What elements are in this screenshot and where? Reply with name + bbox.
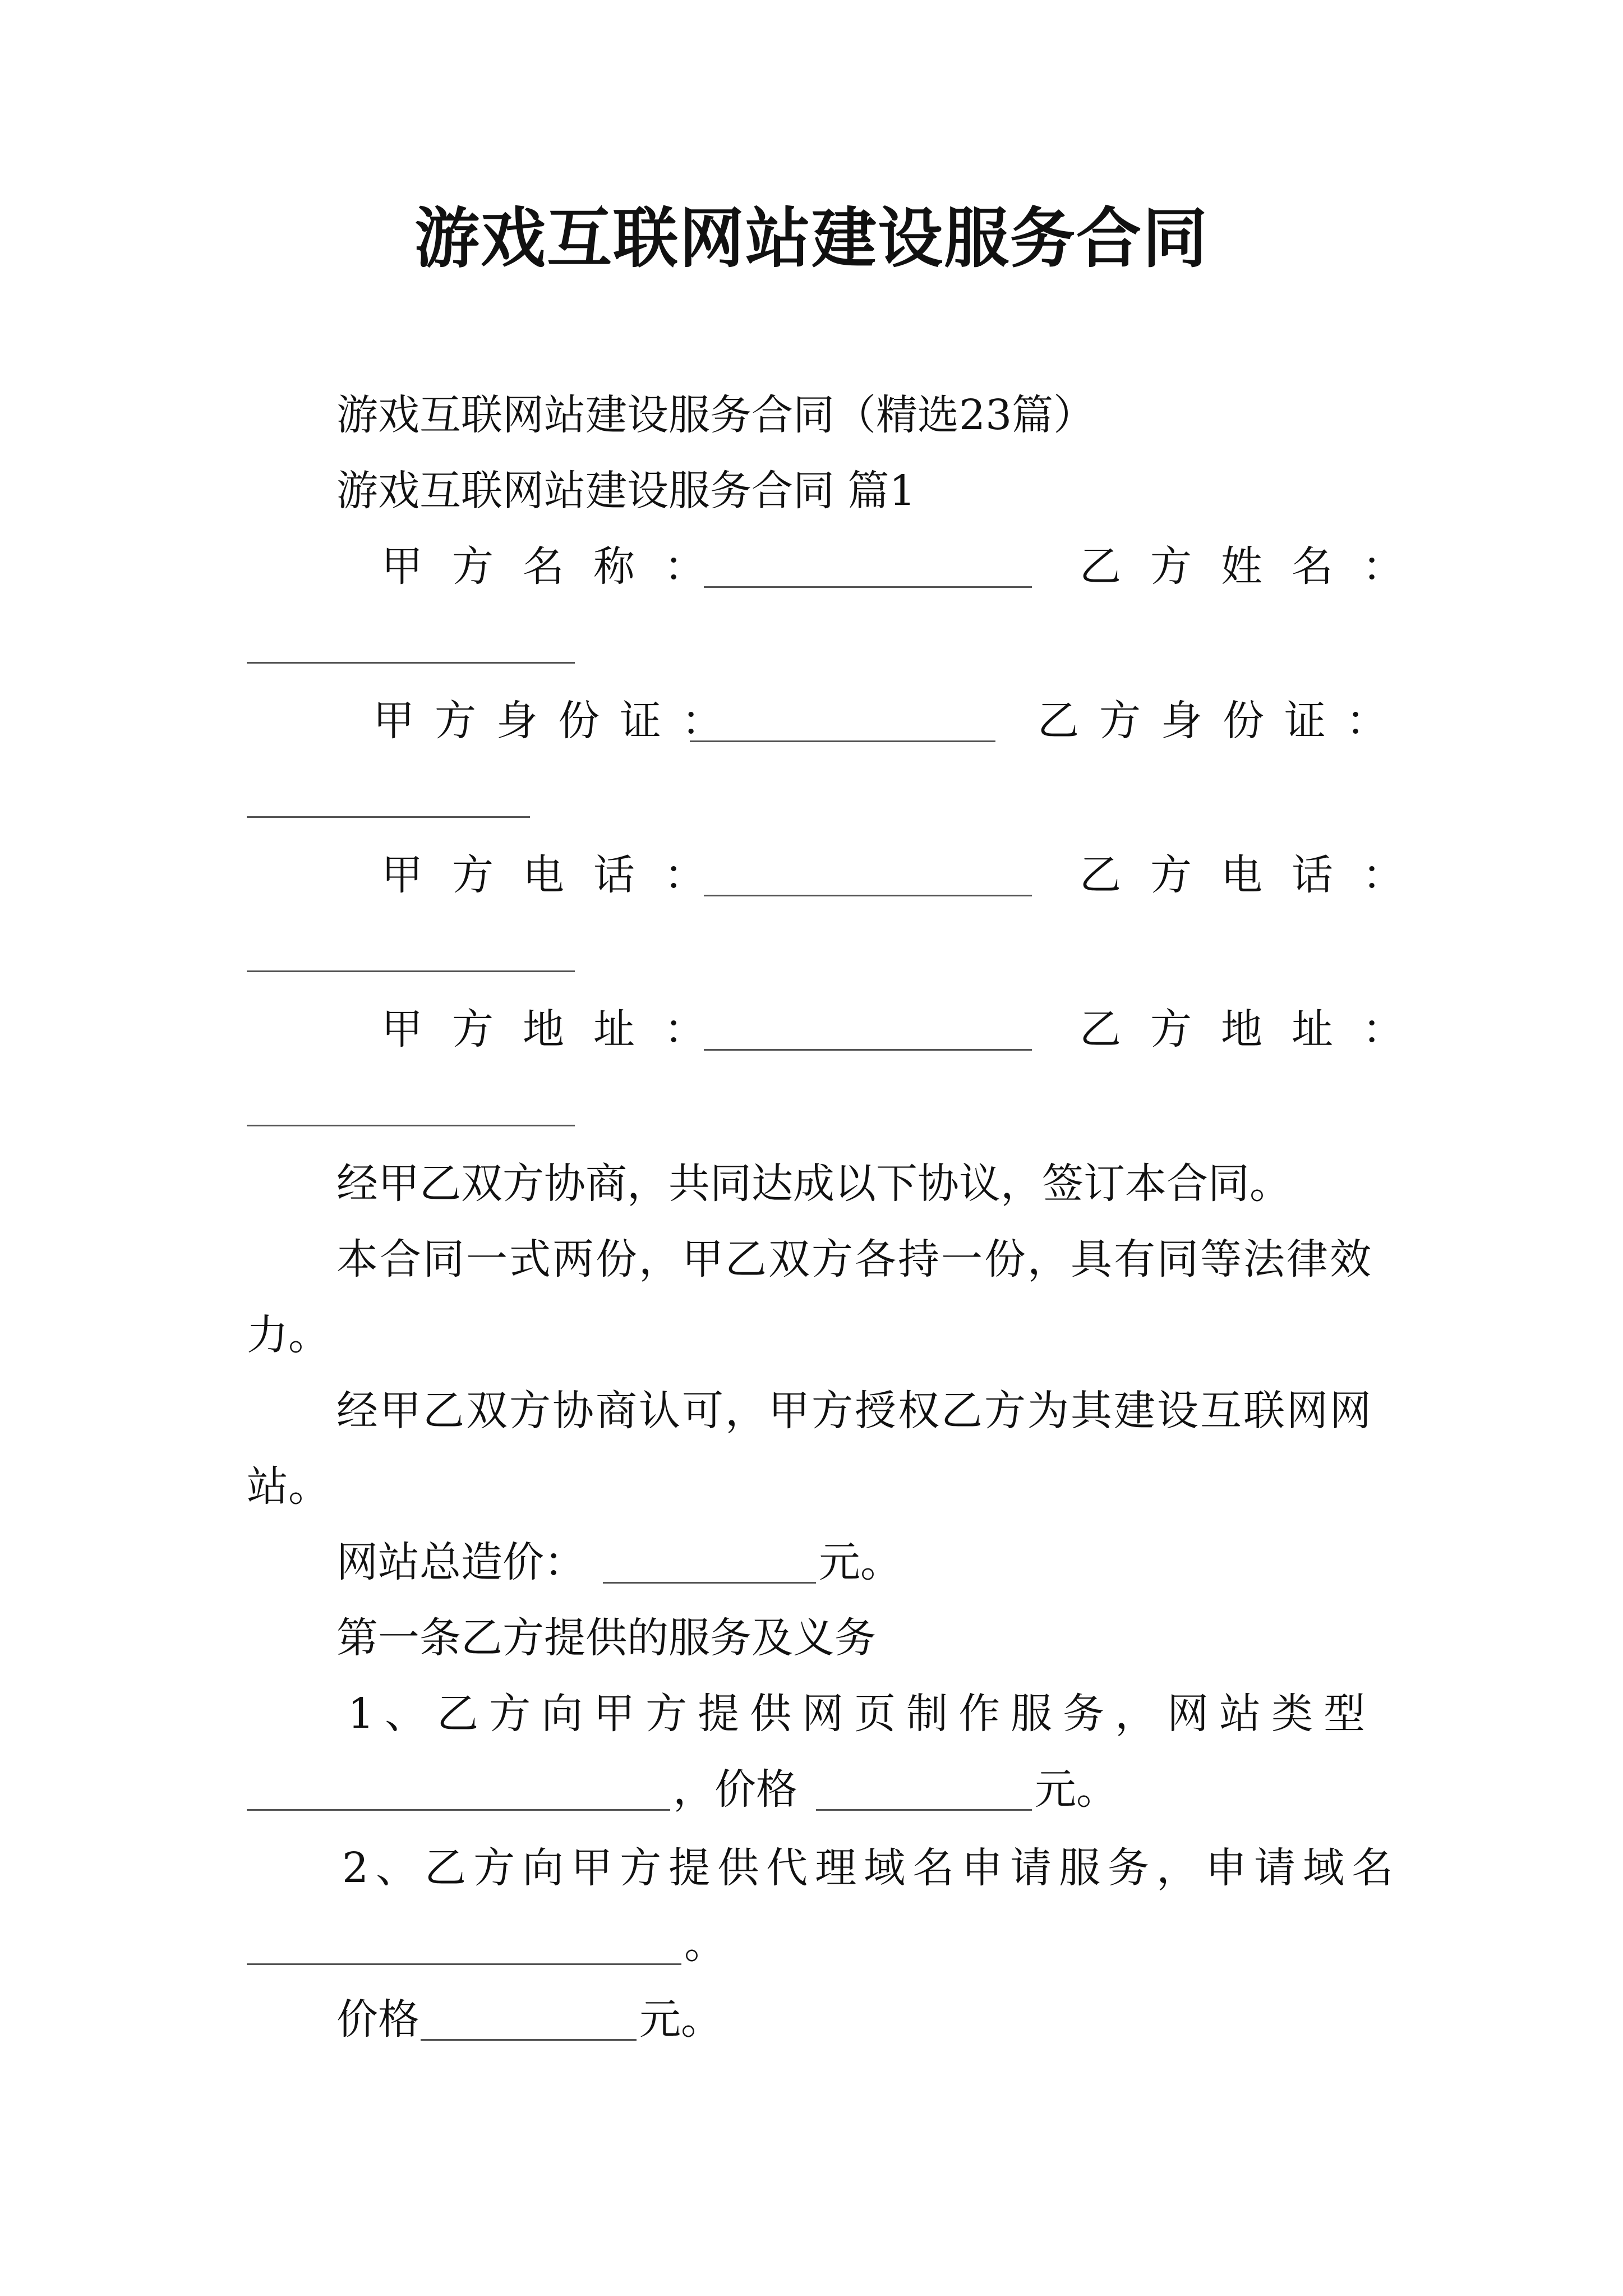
party-b-address-blank[interactable]: [247, 1125, 575, 1126]
paragraph-authorization-line2: 站。: [247, 1462, 330, 1511]
party-a-phone-label: 甲方电话：: [381, 851, 735, 899]
item1-price-blank[interactable]: [816, 1809, 1032, 1811]
party-b-id-blank[interactable]: [247, 816, 530, 818]
party-a-id-blank[interactable]: [690, 740, 995, 742]
party-a-address-label: 甲方地址：: [381, 1005, 735, 1053]
section-heading: 游戏互联网站建设服务合同 篇1: [336, 467, 916, 515]
party-b-address-label: 乙方地址：: [1080, 1005, 1433, 1053]
party-b-name-label: 乙方姓名：: [1080, 542, 1433, 591]
website-type-blank[interactable]: [247, 1809, 670, 1811]
item2-price-label: 价格: [336, 1995, 419, 2044]
party-b-id-label: 乙方身份证：: [1038, 697, 1408, 745]
paragraph-authorization-line1: 经甲乙双方协商认可，甲方授权乙方为其建设互联网网: [336, 1387, 1373, 1435]
item1-line1: 1、乙方向甲方提供网页制作服务，网站类型: [348, 1690, 1376, 1738]
party-a-name-label: 甲方名称：: [381, 542, 735, 591]
item2-price-unit: 元。: [639, 1995, 722, 2044]
item1-price-label: ，价格: [673, 1765, 797, 1814]
party-b-phone-label: 乙方电话：: [1080, 851, 1433, 899]
party-a-name-blank[interactable]: [704, 586, 1032, 588]
item2-price-blank[interactable]: [421, 2039, 637, 2041]
total-price-label: 网站总造价：: [336, 1538, 585, 1586]
item2-line1: 2、乙方向甲方提供代理域名申请服务，申请域名: [342, 1844, 1401, 1892]
party-b-phone-blank[interactable]: [247, 970, 575, 972]
total-price-unit: 元。: [819, 1538, 902, 1586]
paragraph-copies-line1: 本合同一式两份，甲乙双方各持一份，具有同等法律效: [336, 1235, 1373, 1283]
item2-period: 。: [684, 1920, 726, 1968]
domain-name-blank[interactable]: [247, 1963, 681, 1965]
paragraph-copies-line2: 力。: [247, 1311, 330, 1359]
document-subtitle: 游戏互联网站建设服务合同（精选23篇）: [336, 391, 1095, 439]
paragraph-agreement: 经甲乙双方协商，共同达成以下协议，签订本合同。: [336, 1159, 1291, 1208]
party-a-phone-blank[interactable]: [704, 895, 1032, 896]
document-title: 游戏互联网站建设服务合同: [414, 200, 1209, 277]
article1-heading: 第一条乙方提供的服务及义务: [336, 1614, 876, 1662]
party-a-address-blank[interactable]: [704, 1049, 1032, 1051]
item1-price-unit: 元。: [1035, 1765, 1118, 1814]
party-a-id-label: 甲方身份证：: [373, 697, 743, 745]
party-b-name-blank[interactable]: [247, 662, 575, 664]
total-price-blank[interactable]: [603, 1582, 816, 1584]
